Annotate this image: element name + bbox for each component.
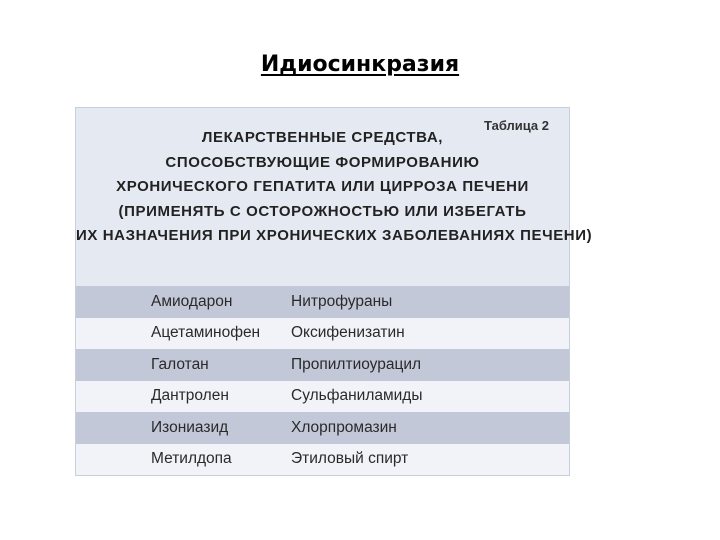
drug-cell: Сульфаниламиды bbox=[291, 387, 423, 405]
table-number-label: Таблица 2 bbox=[483, 118, 549, 133]
table-row bbox=[76, 381, 569, 413]
table-row bbox=[76, 349, 569, 381]
table-heading-line: ХРОНИЧЕСКОГО ГЕПАТИТА ИЛИ ЦИРРОЗА ПЕЧЕНИ bbox=[116, 178, 529, 195]
drug-cell: Нитрофураны bbox=[291, 292, 393, 310]
table-body bbox=[76, 286, 569, 475]
table-row bbox=[76, 444, 569, 476]
table-row bbox=[76, 318, 569, 350]
table-row bbox=[76, 412, 569, 444]
drug-cell: Оксифенизатин bbox=[291, 324, 405, 342]
table-heading-line: СПОСОБСТВУЮЩИЕ ФОРМИРОВАНИЮ bbox=[165, 153, 480, 171]
drug-cell: Галотан bbox=[151, 355, 209, 373]
table-heading bbox=[76, 126, 593, 249]
drug-cell: Хлорпромазин bbox=[291, 418, 397, 436]
drug-cell: Дантролен bbox=[151, 387, 229, 405]
drug-cell: Изониазид bbox=[151, 418, 229, 436]
slide-title: Идиосинкразия bbox=[260, 52, 460, 77]
table-heading-line: ИХ НАЗНАЧЕНИЯ ПРИ ХРОНИЧЕСКИХ ЗАБОЛЕВАНИЯХ ПЕЧЕНИ) bbox=[76, 227, 593, 244]
drug-cell: Ацетаминофен bbox=[151, 324, 261, 342]
drug-cell: Метилдопа bbox=[151, 450, 232, 468]
table-row bbox=[76, 286, 569, 318]
drug-cell: Пропилтиоурацил bbox=[291, 355, 422, 373]
drug-table-figure bbox=[75, 107, 593, 476]
drug-cell: Амиодарон bbox=[151, 292, 233, 310]
table-heading-line: ЛЕКАРСТВЕННЫЕ СРЕДСТВА, bbox=[201, 129, 444, 146]
drug-cell: Этиловый спирт bbox=[291, 450, 409, 468]
table-heading-line: (ПРИМЕНЯТЬ С ОСТОРОЖНОСТЬЮ ИЛИ ИЗБЕГАТЬ bbox=[118, 202, 527, 220]
